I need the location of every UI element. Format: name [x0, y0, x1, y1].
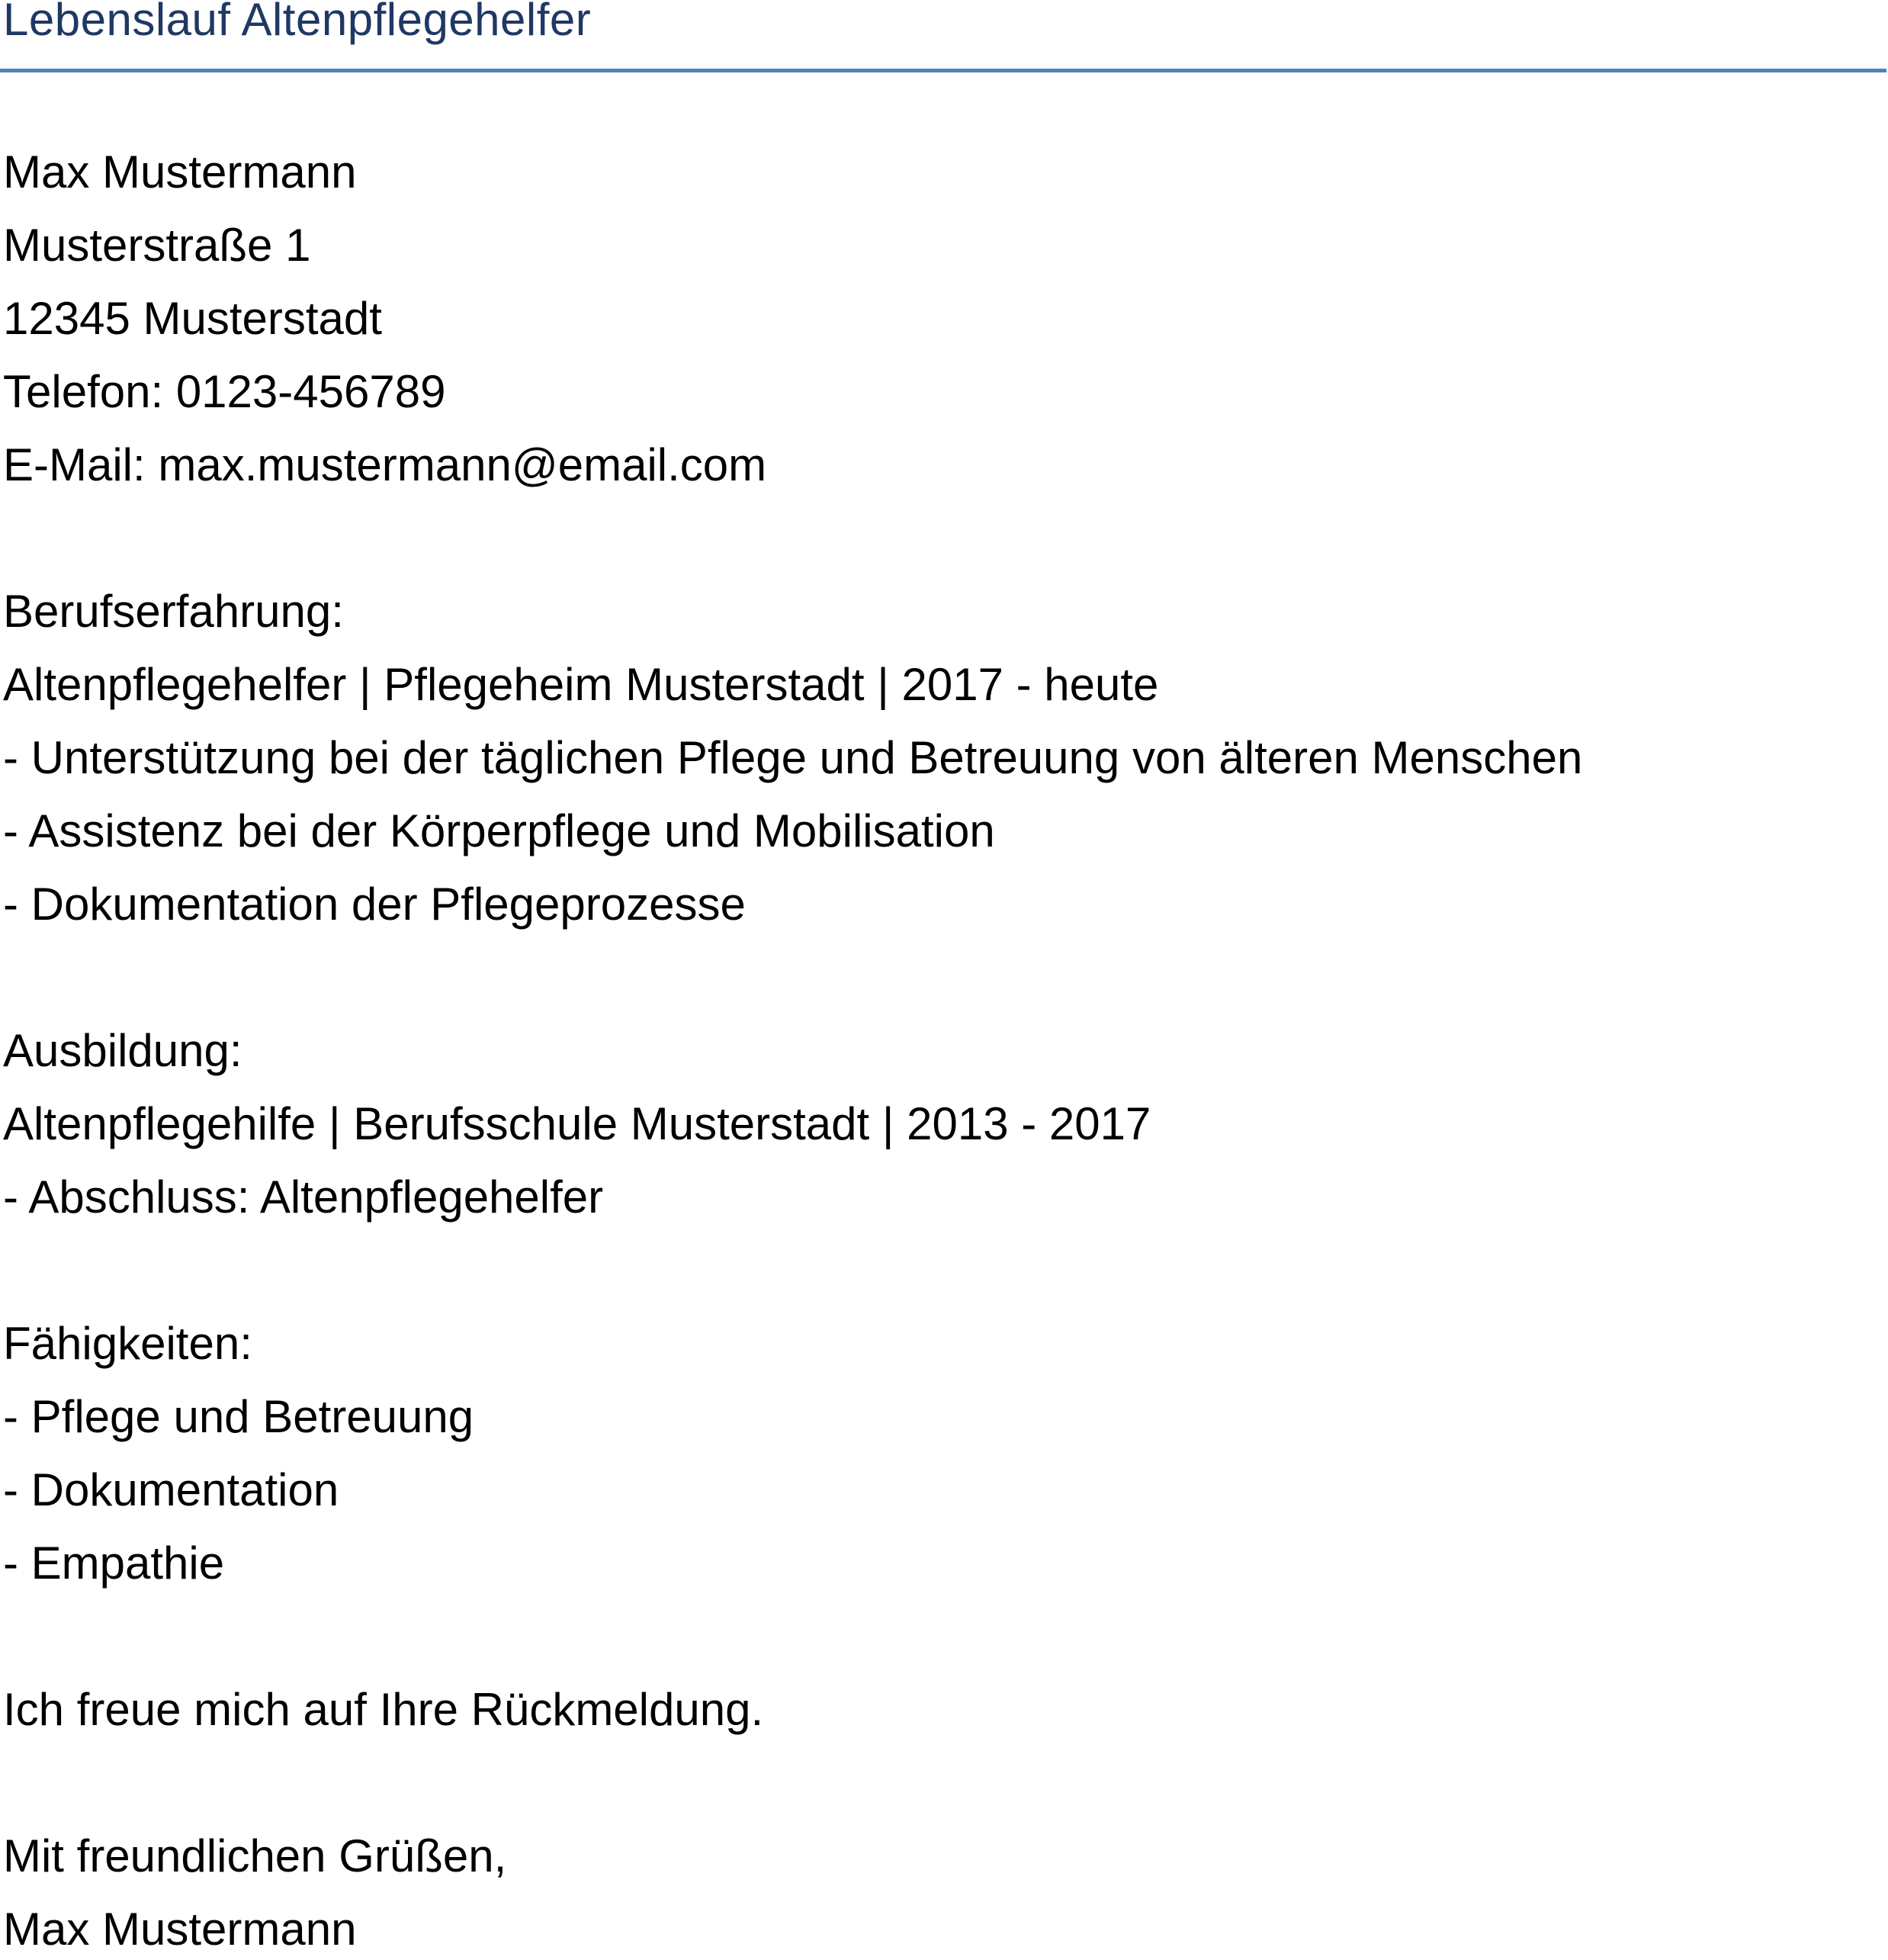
contact-phone: Telefon: 0123-456789 [3, 366, 446, 417]
skills-item: - Dokumentation [3, 1464, 339, 1515]
education-entry: Altenpflegehilfe | Berufsschule Musterstadt | 2013 - 2017 [3, 1098, 1151, 1149]
contact-email: E-Mail: max.mustermann@email.com [3, 439, 767, 490]
closing-signature: Max Mustermann [3, 1904, 357, 1955]
experience-position: Altenpflegehelfer | Pflegeheim Musterstadt | 2017 - heute [3, 659, 1159, 710]
title-underline [0, 69, 1886, 72]
education-item: - Abschluss: Altenpflegehelfer [3, 1171, 604, 1223]
contact-street: Musterstraße 1 [3, 220, 311, 271]
skills-heading: Fähigkeiten: [3, 1318, 252, 1369]
education-heading: Ausbildung: [3, 1025, 242, 1076]
skills-item: - Empathie [3, 1537, 225, 1589]
closing-greeting: Mit freundlichen Grüßen, [3, 1830, 507, 1881]
skills-item: - Pflege und Betreuung [3, 1391, 474, 1442]
experience-item: - Dokumentation der Pflegeprozesse [3, 879, 746, 930]
document-title: Lebenslauf Altenpflegehelfer [3, 0, 592, 45]
contact-name: Max Mustermann [3, 146, 357, 198]
contact-city: 12345 Musterstadt [3, 293, 382, 344]
experience-heading: Berufserfahrung: [3, 586, 344, 637]
experience-item: - Assistenz bei der Körperpflege und Mobilisation [3, 805, 995, 856]
closing-line: Ich freue mich auf Ihre Rückmeldung. [3, 1684, 764, 1735]
experience-item: - Unterstützung bei der täglichen Pflege und Betreuung von älteren Menschen [3, 732, 1583, 783]
